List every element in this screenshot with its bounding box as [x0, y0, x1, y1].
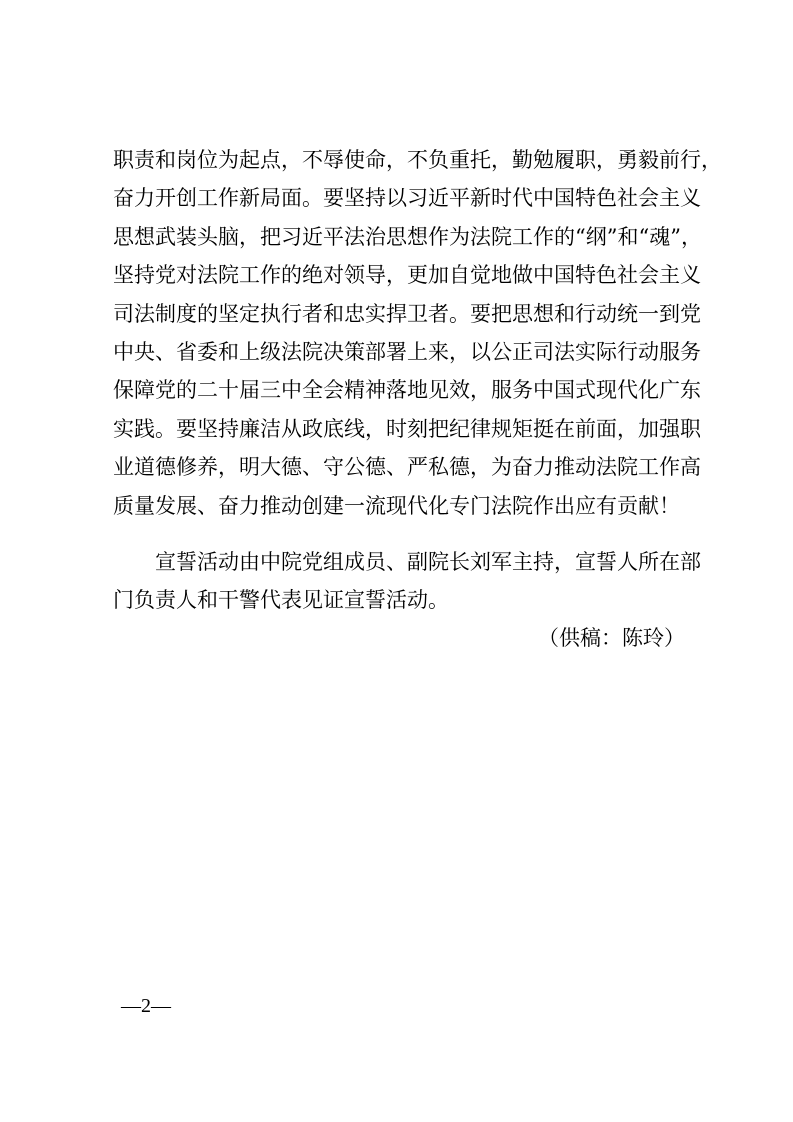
contributor-credit: （供稿：陈玲）	[538, 626, 685, 650]
paragraph-1-line-6: 中央、省委和上级法院决策部署上来，以公正司法实际行动服务	[113, 340, 701, 364]
paragraph-2-line-1: 宣誓活动由中院党组成员、副院长刘军主持，宣誓人所在部	[155, 550, 701, 574]
paragraph-1-line-4: 坚持党对法院工作的绝对领导，更加自觉地做中国特色社会主义	[113, 263, 701, 287]
paragraph-1-line-10: 质量发展、奋力推动创建一流现代化专门法院作出应有贡献！	[113, 494, 680, 518]
paragraph-1-line-7: 保障党的二十届三中全会精神落地见效，服务中国式现代化广东	[113, 378, 701, 402]
paragraph-1-line-8: 实践。要坚持廉洁从政底线，时刻把纪律规矩挺在前面，加强职	[113, 417, 701, 441]
paragraph-1-line-2: 奋力开创工作新局面。要坚持以习近平新时代中国特色社会主义	[113, 186, 701, 210]
paragraph-1-line-5: 司法制度的坚定执行者和忠实捍卫者。要把思想和行动统一到党	[113, 302, 701, 326]
paragraph-1-line-9: 业道德修养，明大德、守公德、严私德，为奋力推动法院工作高	[113, 455, 701, 479]
page-number: —2—	[121, 995, 171, 1017]
paragraph-1-line-1: 职责和岗位为起点，不辱使命，不负重托，勤勉履职，勇毅前行，	[113, 148, 722, 172]
paragraph-2-line-2: 门负责人和干警代表见证宣誓活动。	[113, 588, 449, 612]
paragraph-1-line-3: 思想武装头脑，把习近平法治思想作为法院工作的“纲”和“魂”，	[113, 225, 702, 249]
